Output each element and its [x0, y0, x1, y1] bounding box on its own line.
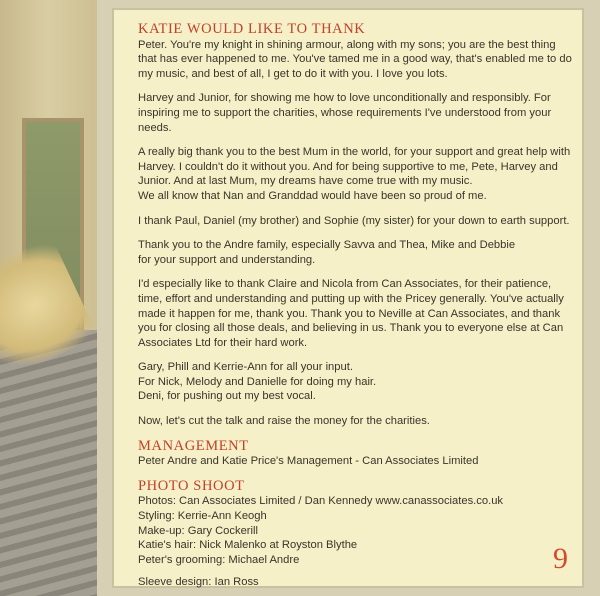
- sleeve-design-credit: Sleeve design: Ian Ross: [138, 576, 259, 589]
- thanks-paragraph: Harvey and Junior, for showing me how to love unconditionally and responsibly. For inspiring me to support the charities, whose requirements I've understood from your needs.: [138, 92, 552, 134]
- thanks-paragraph: A really big thank you to the best Mum in the world, for your support and great help with Harvey. I couldn't do it without you. And for being supportive to me, Pete, Harvey and Junior. And at last Mum, my dreams have come true with my music. We all know that Nan and Granddad would have been so proud of me.: [138, 146, 571, 202]
- thanks-paragraph: Now, let's cut the talk and raise the money for the charities.: [138, 415, 430, 428]
- management-heading: MANAGEMENT: [138, 437, 249, 454]
- credit-line: Styling: Kerrie-Ann Keogh: [138, 510, 267, 523]
- credit-line: Make-up: Gary Cockerill: [138, 524, 258, 537]
- thanks-heading: KATIE WOULD LIKE TO THANK: [138, 21, 366, 37]
- cover-photo-strip: [0, 0, 97, 596]
- management-text: Peter Andre and Katie Price's Management - Can Associates Limited: [138, 455, 479, 468]
- liner-notes-content: [138, 22, 574, 590]
- thanks-paragraph: I thank Paul, Daniel (my brother) and Sophie (my sister) for your down to earth support.: [138, 214, 570, 227]
- thanks-paragraph: Peter. You're my knight in shining armour, along with my sons; you are the best thing that has ever happened to me. You've tamed me in a good way, that's enabled me to do my music, and best of all, I get to do it with you. I love you lots.: [138, 38, 572, 80]
- page-number: 9: [553, 542, 568, 575]
- thanks-paragraph: Thank you to the Andre family, especially Savva and Thea, Mike and Debbie for your support and understanding.: [138, 239, 516, 266]
- thanks-paragraph: Gary, Phill and Kerrie-Ann for all your input. For Nick, Melody and Danielle for doing my hair. Deni, for pushing out my best vocal.: [138, 361, 377, 403]
- photo-shoot-heading: PHOTO SHOOT: [138, 477, 245, 494]
- credit-line: Photos: Can Associates Limited / Dan Kennedy www.canassociates.co.uk: [138, 495, 504, 508]
- credit-line: Katie's hair: Nick Malenko at Royston Blythe: [138, 539, 358, 552]
- liner-notes-panel: [112, 8, 584, 588]
- photo-shoot-credits: [138, 494, 574, 590]
- credit-line: Peter's grooming: Michael Andre: [138, 553, 300, 566]
- thanks-paragraph: I'd especially like to thank Claire and Nicola from Can Associates, for their patience, time, effort and understanding and putting up with the Pricey generally. You've actually made it happen for me, thank you. Thank you to Neville at Can Associates, and thank you for closing all those deals, and believing in us. Thank you to everyone else at Can Associates Ltd for their hard work.: [138, 278, 564, 349]
